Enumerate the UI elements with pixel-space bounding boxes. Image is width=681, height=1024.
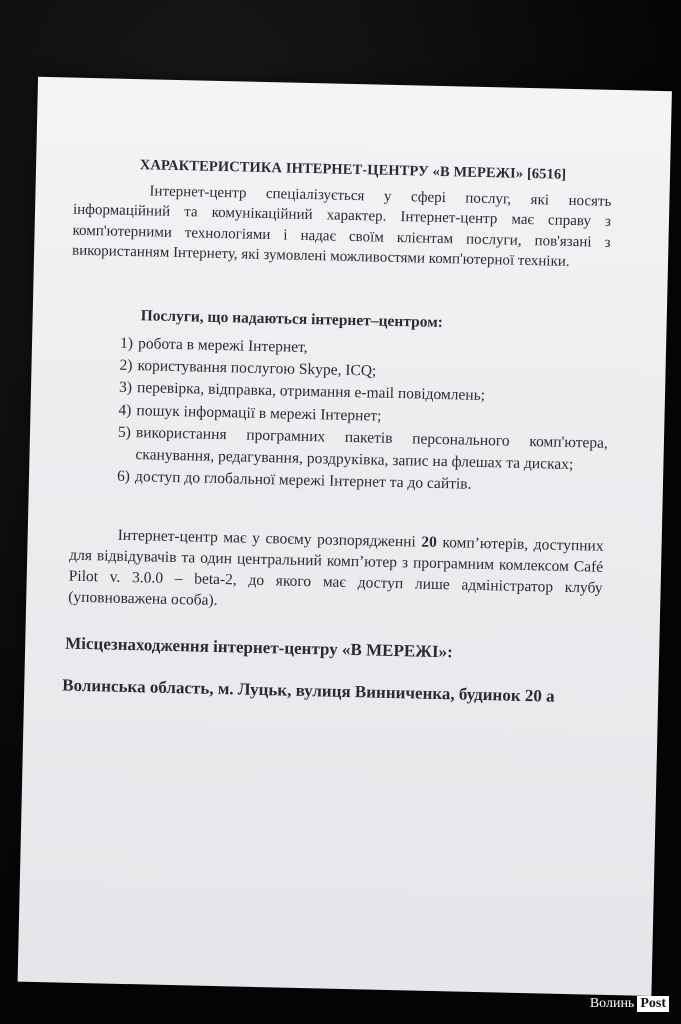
computers-count: 20 [421, 533, 438, 551]
computers-paragraph [68, 524, 604, 620]
list-item-number: 6) [116, 467, 131, 486]
watermark-post: Post [637, 996, 669, 1012]
paper-sheet [18, 77, 672, 996]
location-heading: Місцезнаходження інтернет-центру «В МЕРЕЖІ»: [65, 633, 453, 662]
address-line: Волинська область, м. Луцьк, вулиця Винниченка, будинок 20 а [62, 675, 555, 706]
list-item-number: 1) [119, 334, 134, 353]
computers-text-start: Інтернет-центр має у своєму розпорядженні [117, 526, 422, 551]
list-item-text: доступ до глобальної мережі Інтернет та до сайтів. [134, 468, 472, 493]
list-item-number: 3) [118, 379, 133, 397]
list-item-number: 2) [119, 356, 133, 375]
list-item-text: перевірка, відправка, отримання e-mail повідомлень; [136, 379, 486, 405]
list-item-text: користування послугою Skype, ICQ; [137, 357, 377, 380]
services-list [117, 333, 610, 499]
computers-text-end: комп’ютерів, доступних для відвідувачів та один центральний комп’ютер з програмним комлексом Café Pilot v. 3.0.0 – beta-2, до якого має доступ лише адміністратор клубу (уповноважена особа). [68, 533, 604, 610]
list-item-number: 4) [118, 401, 132, 419]
watermark-logo [590, 996, 669, 1012]
document-title: ХАРАКТЕРИСТИКА ІНТЕРНЕТ-ЦЕНТРУ «В МЕРЕЖІ» [6516] [139, 157, 567, 183]
intro-paragraph: Інтернет-центр спеціалізується у сфері послуг, які носять інформаційний та комунікаційний характер. Інтернет-центр має справу з комп'ютерними технологіями і надає своїм клієнтам послуги, пов'язані з використанням Інтернету, які зумовлені можливостями комп'ютерної техніки. [71, 183, 612, 271]
list-item-text: пошук інформації в мережі Інтернет; [136, 401, 382, 425]
list-item-number: 5) [117, 423, 132, 441]
services-heading: Послуги, що надаються інтернет–центром: [140, 307, 444, 332]
list-item-text: робота в мережі Інтернет, [137, 335, 308, 356]
list-item-text: використання програмних пакетів персонального комп'ютера, сканування, редагування, роздруківка, запис на флешах та дисках; [135, 423, 609, 474]
watermark-brand: Волинь [589, 996, 635, 1011]
